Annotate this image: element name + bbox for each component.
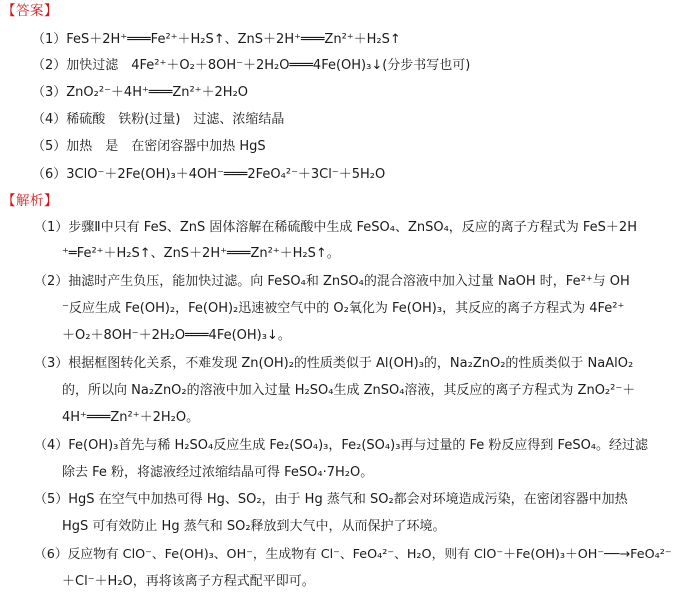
answer-line-4: （4）稀硫酸 铁粉(过量) 过滤、浓缩结晶 (32, 112, 285, 127)
analysis-item-4-line-2: 除去 Fe 粉，将滤液经过浓缩结晶可得 FeSO₄·7H₂O。 (62, 465, 374, 480)
analysis-item-3-line-1: （3）根据框图转化关系，不难发现 Zn(OH)₂的性质类似于 Al(OH)₃的，Na₂ZnO₂的性质类似于 NaAlO₂ (34, 356, 634, 371)
answer-header: 【答案】 (2, 3, 58, 19)
analysis-item-5-line-2: HgS 可有效防止 Hg 蒸气和 SO₂释放到大气中，从而保护了环境。 (62, 519, 446, 534)
analysis-item-6-line-2: ＋Cl⁻＋H₂O，再将该离子方程式配平即可。 (62, 574, 315, 589)
analysis-header: 【解析】 (2, 193, 58, 209)
analysis-item-1-line-1: （1）步骤Ⅱ中只有 FeS、ZnS 固体溶解在稀硫酸中生成 FeSO₄、ZnSO₄，反应的离子方程式为 FeS＋2H (34, 220, 637, 235)
analysis-item-3-line-2: 的，所以向 Na₂ZnO₂的溶液中加入过量 H₂SO₄生成 ZnSO₄溶液，其反应的离子方程式为 ZnO₂²⁻＋ (62, 383, 636, 398)
answer-line-1: （1）FeS＋2H⁺═══Fe²⁺＋H₂S↑、ZnS＋2H⁺═══Zn²⁺＋H₂S↑ (32, 32, 401, 47)
analysis-item-2-line-2: ⁻反应生成 Fe(OH)₂，Fe(OH)₂迅速被空气中的 O₂氧化为 Fe(OH)₃，其反应的离子方程式为 4Fe²⁺ (62, 301, 625, 316)
analysis-item-2-line-1: （2）抽滤时产生负压，能加快过滤。向 FeSO₄和 ZnSO₄的混合溶液中加入过量 NaOH 时，Fe²⁺与 OH (34, 274, 630, 289)
analysis-item-1-line-2: ⁺═Fe²⁺＋H₂S↑、ZnS＋2H⁺═══Zn²⁺＋H₂S↑。 (62, 246, 340, 261)
answer-line-6: （6）3ClO⁻＋2Fe(OH)₃＋4OH⁻═══2FeO₄²⁻＋3Cl⁻＋5H₂O (32, 167, 386, 182)
answer-line-5: （5）加热 是 在密闭容器中加热 HgS (32, 139, 266, 154)
analysis-item-4-line-1: （4）Fe(OH)₃首先与稀 H₂SO₄反应生成 Fe₂(SO₄)₃，Fe₂(SO₄)₃再与过量的 Fe 粉反应得到 FeSO₄。经过滤 (34, 438, 649, 453)
analysis-item-2-line-3: ＋O₂＋8OH⁻＋2H₂O═══4Fe(OH)₃↓。 (62, 328, 291, 343)
analysis-item-5-line-1: （5）HgS 在空气中加热可得 Hg、SO₂，由于 Hg 蒸气和 SO₂都会对环境造成污染，在密闭容器中加热 (34, 492, 628, 507)
answer-line-3: （3）ZnO₂²⁻＋4H⁺═══Zn²⁺＋2H₂O (32, 85, 249, 100)
answer-line-2: （2）加快过滤 4Fe²⁺＋O₂＋8OH⁻＋2H₂O═══4Fe(OH)₃↓(分步书写也可) (32, 58, 471, 73)
analysis-item-3-line-3: 4H⁺═══Zn²⁺＋2H₂O。 (62, 410, 200, 425)
analysis-item-6-line-1: （6）反应物有 ClO⁻、Fe(OH)₃、OH⁻，生成物有 Cl⁻、FeO₄²⁻、H₂O，则有 ClO⁻＋Fe(OH)₃＋OH⁻──→FeO₄²⁻ (34, 547, 672, 562)
